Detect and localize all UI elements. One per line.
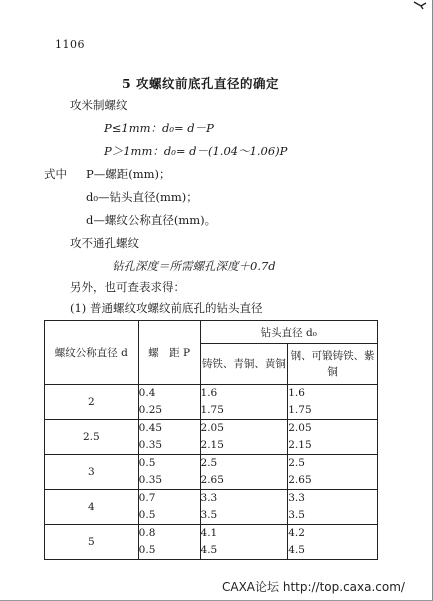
drill-steel-values [288,455,378,490]
nominal-diameter: 2.5 [45,420,139,455]
pitch-value: 0.5 [138,509,156,521]
drill-cast-iron-values [200,525,288,560]
drill-value: 2.65 [200,474,224,486]
nominal-diameter: 2 [45,385,139,420]
blind-hole-heading: 攻不通孔螺纹 [70,236,139,250]
drill-value: 2.15 [288,439,312,451]
drill-value: 2.15 [200,439,224,451]
drill-diameter-table [44,320,378,560]
drill-cast-iron-values [200,490,288,525]
header-cast-iron-bronze-brass: 铸铁、青铜、黄铜 [200,344,288,385]
variable-pitch: P—螺距(mm)； [86,167,171,181]
drill-value: 4.5 [200,544,218,556]
header-drill-diameter: 钻头直径 d₀ [200,321,377,344]
table-row [45,455,378,490]
pitch-value: 0.45 [138,422,163,434]
drill-cast-iron-values [200,420,288,455]
pitch-value: 0.35 [138,439,163,451]
drill-value: 3.3 [288,492,305,504]
table-row [45,525,378,560]
table-row [45,420,378,455]
header-nominal-diameter: 螺纹公称直径 d [45,321,139,385]
pitch-values [138,420,200,455]
drill-steel-values [288,525,378,560]
where-label: 式中 [44,167,67,181]
pitch-values [138,455,200,490]
pitch-value: 0.35 [138,474,163,486]
metric-thread-heading: 攻米制螺纹 [70,98,128,112]
drill-value: 1.75 [288,404,312,416]
page-number: 1106 [55,38,85,51]
variable-drill-diameter: d₀—钻头直径(mm)； [86,190,198,204]
pitch-value: 0.7 [138,492,156,504]
table-row [45,490,378,525]
variable-nominal-diameter: d—螺纹公称直径(mm)。 [86,213,217,227]
header-steel-malleable-copper: 钢、可锻铸铁、紫铜 [288,344,378,385]
nominal-diameter: 4 [45,490,139,525]
pitch-value: 0.4 [138,387,156,399]
blind-hole-formula: 钻孔深度＝所需螺孔深度＋0.7d [112,259,276,273]
drill-value: 1.6 [200,387,218,399]
forum-watermark: CAXA论坛 http://top.caxa.com/ [222,580,405,594]
drill-cast-iron-values [200,385,288,420]
drill-value: 4.1 [200,527,218,539]
drill-value: 1.75 [200,404,224,416]
pitch-values [138,490,200,525]
table-row [45,385,378,420]
drill-value: 3.5 [288,509,305,521]
section-title: 5 攻螺纹前底孔直径的确定 [122,76,280,91]
drill-value: 1.6 [288,387,305,399]
pitch-values [138,525,200,560]
drill-steel-values [288,420,378,455]
pitch-values [138,385,200,420]
drill-cast-iron-values [200,455,288,490]
table-caption: (1) 普通螺纹攻螺纹前底孔的钻头直径 [70,301,263,315]
drill-steel-values [288,490,378,525]
formula-small-pitch: P≤1mm：d₀= d－P [104,121,214,135]
pitch-value: 0.5 [138,457,156,469]
drill-value: 2.05 [200,422,224,434]
nominal-diameter: 3 [45,455,139,490]
drill-value: 3.3 [200,492,218,504]
pitch-value: 0.25 [138,404,163,416]
drill-value: 3.5 [200,509,218,521]
lookup-note: 另外，也可查表求得： [70,280,185,294]
drill-value: 2.05 [288,422,312,434]
pen-mark-icon [413,0,427,10]
drill-value: 2.65 [288,474,312,486]
drill-value: 4.5 [288,544,305,556]
nominal-diameter: 5 [45,525,139,560]
formula-large-pitch: P＞1mm：d₀= d－(1.04～1.06)P [104,144,288,158]
drill-steel-values [288,385,378,420]
drill-value: 4.2 [288,527,305,539]
drill-value: 2.5 [200,457,218,469]
drill-value: 2.5 [288,457,305,469]
pitch-value: 0.5 [138,544,156,556]
pitch-value: 0.8 [138,527,156,539]
header-pitch: 螺 距 P [138,321,200,385]
